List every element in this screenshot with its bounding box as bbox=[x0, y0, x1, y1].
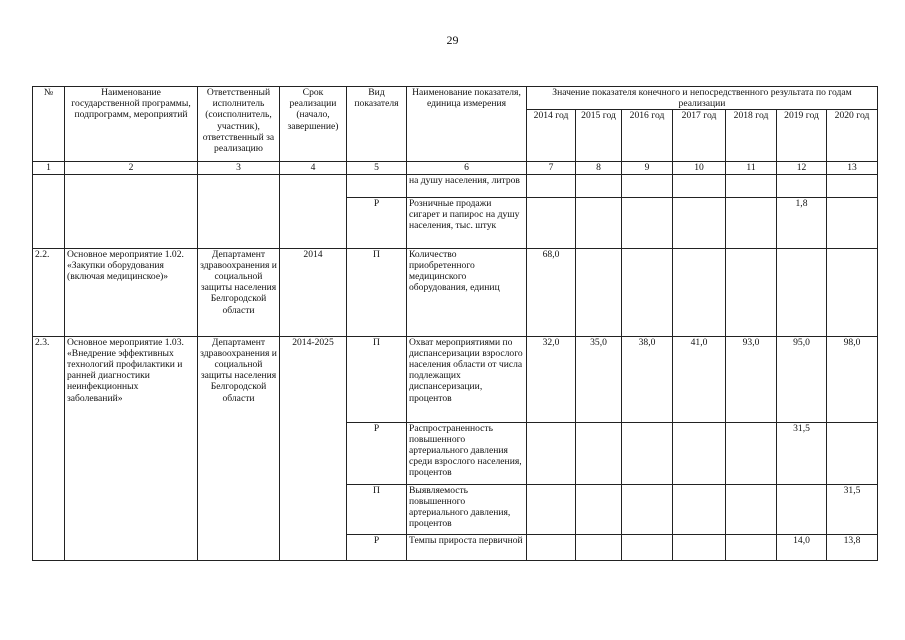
value-cell bbox=[726, 197, 777, 248]
header-year: 2016 год bbox=[622, 110, 673, 162]
value-cell bbox=[622, 484, 673, 534]
value-cell bbox=[673, 422, 726, 484]
program-name bbox=[65, 174, 198, 248]
header-year: 2020 год bbox=[827, 110, 878, 162]
value-cell bbox=[673, 248, 726, 336]
indicator-name: Розничные продажи сигарет и папирос на душу населения, тыс. штук bbox=[407, 197, 527, 248]
header-indicator-type: Вид показателя bbox=[347, 87, 407, 162]
value-cell bbox=[726, 534, 777, 560]
value-cell bbox=[726, 248, 777, 336]
indicator-type: П bbox=[347, 336, 407, 422]
header-program-name: Наименование государственной программы, подпрограмм, мероприятий bbox=[65, 87, 198, 162]
value-cell: 41,0 bbox=[673, 336, 726, 422]
indicator-type: Р bbox=[347, 534, 407, 560]
value-cell: 31,5 bbox=[777, 422, 827, 484]
header-year: 2017 год bbox=[673, 110, 726, 162]
responsible bbox=[198, 174, 280, 248]
header-values-group: Значение показателя конечного и непосредственного результата по годам реализации bbox=[527, 87, 878, 110]
value-cell bbox=[726, 422, 777, 484]
value-cell bbox=[576, 484, 622, 534]
program-name: Основное мероприятие 1.02. «Закупки оборудования (включая медицинское)» bbox=[65, 248, 198, 336]
column-number: 12 bbox=[777, 162, 827, 174]
value-cell bbox=[726, 174, 777, 197]
value-cell bbox=[777, 174, 827, 197]
column-number: 9 bbox=[622, 162, 673, 174]
value-cell bbox=[527, 422, 576, 484]
value-cell bbox=[673, 174, 726, 197]
indicator-type bbox=[347, 174, 407, 197]
table-row bbox=[33, 336, 878, 422]
indicator-name: на душу населения, литров bbox=[407, 174, 527, 197]
value-cell: 68,0 bbox=[527, 248, 576, 336]
header-year: 2014 год bbox=[527, 110, 576, 162]
header-year: 2018 год bbox=[726, 110, 777, 162]
column-number: 10 bbox=[673, 162, 726, 174]
term: 2014 bbox=[280, 248, 347, 336]
column-number: 13 bbox=[827, 162, 878, 174]
column-number: 11 bbox=[726, 162, 777, 174]
value-cell bbox=[827, 174, 878, 197]
table-row bbox=[33, 174, 878, 197]
column-number: 8 bbox=[576, 162, 622, 174]
value-cell bbox=[622, 248, 673, 336]
indicator-name: Выявляемость повышенного артериального давления, процентов bbox=[407, 484, 527, 534]
value-cell bbox=[726, 484, 777, 534]
term: 2014-2025 bbox=[280, 336, 347, 560]
value-cell bbox=[527, 484, 576, 534]
column-number: 7 bbox=[527, 162, 576, 174]
row-number: 2.2. bbox=[33, 248, 65, 336]
value-cell bbox=[622, 197, 673, 248]
value-cell bbox=[576, 248, 622, 336]
header-year: 2015 год bbox=[576, 110, 622, 162]
column-number: 2 bbox=[65, 162, 198, 174]
column-number-row bbox=[33, 162, 878, 174]
table-row bbox=[33, 248, 878, 336]
value-cell bbox=[576, 534, 622, 560]
indicator-table bbox=[32, 86, 878, 561]
value-cell: 35,0 bbox=[576, 336, 622, 422]
indicator-type: П bbox=[347, 484, 407, 534]
value-cell bbox=[527, 534, 576, 560]
indicator-name: Распространенность повышенного артериального давления среди взрослого населения, процентов bbox=[407, 422, 527, 484]
value-cell bbox=[827, 422, 878, 484]
value-cell bbox=[827, 197, 878, 248]
column-number: 5 bbox=[347, 162, 407, 174]
indicator-name: Темпы прироста первичной bbox=[407, 534, 527, 560]
value-cell bbox=[622, 534, 673, 560]
value-cell bbox=[777, 248, 827, 336]
header-year: 2019 год bbox=[777, 110, 827, 162]
header-indicator-name: Наименование показателя, единица измерения bbox=[407, 87, 527, 162]
term bbox=[280, 174, 347, 248]
value-cell: 14,0 bbox=[777, 534, 827, 560]
value-cell: 38,0 bbox=[622, 336, 673, 422]
row-number bbox=[33, 174, 65, 248]
program-name: Основное мероприятие 1.03. «Внедрение эффективных технологий профилактики и ранней диагностики неинфекционных заболеваний» bbox=[65, 336, 198, 560]
header-term: Срок реализации (начало, завершение) bbox=[280, 87, 347, 162]
value-cell bbox=[527, 197, 576, 248]
value-cell: 95,0 bbox=[777, 336, 827, 422]
column-number: 3 bbox=[198, 162, 280, 174]
value-cell bbox=[527, 174, 576, 197]
value-cell: 93,0 bbox=[726, 336, 777, 422]
value-cell bbox=[777, 484, 827, 534]
indicator-name: Охват мероприятиями по диспансеризации взрослого населения области от числа подлежащих диспансеризации, процентов bbox=[407, 336, 527, 422]
value-cell bbox=[576, 174, 622, 197]
column-number: 4 bbox=[280, 162, 347, 174]
value-cell bbox=[673, 534, 726, 560]
header-responsible: Ответственный исполнитель (соисполнитель, участник), ответственный за реализацию bbox=[198, 87, 280, 162]
column-number: 1 bbox=[33, 162, 65, 174]
indicator-type: Р bbox=[347, 197, 407, 248]
indicator-type: Р bbox=[347, 422, 407, 484]
value-cell bbox=[576, 422, 622, 484]
header-number: № bbox=[33, 87, 65, 162]
page-number: 29 bbox=[446, 33, 459, 47]
value-cell bbox=[673, 484, 726, 534]
responsible: Департамент здравоохранения и социальной защиты населения Белгородской области bbox=[198, 248, 280, 336]
column-number: 6 bbox=[407, 162, 527, 174]
value-cell bbox=[622, 422, 673, 484]
value-cell: 98,0 bbox=[827, 336, 878, 422]
indicator-name: Количество приобретенного медицинского оборудования, единиц bbox=[407, 248, 527, 336]
value-cell: 32,0 bbox=[527, 336, 576, 422]
value-cell: 1,8 bbox=[777, 197, 827, 248]
indicator-type: П bbox=[347, 248, 407, 336]
value-cell: 13,8 bbox=[827, 534, 878, 560]
row-number: 2.3. bbox=[33, 336, 65, 560]
value-cell bbox=[827, 248, 878, 336]
value-cell bbox=[576, 197, 622, 248]
value-cell bbox=[622, 174, 673, 197]
value-cell: 31,5 bbox=[827, 484, 878, 534]
value-cell bbox=[673, 197, 726, 248]
responsible: Департамент здравоохранения и социальной защиты населения Белгородской области bbox=[198, 336, 280, 560]
